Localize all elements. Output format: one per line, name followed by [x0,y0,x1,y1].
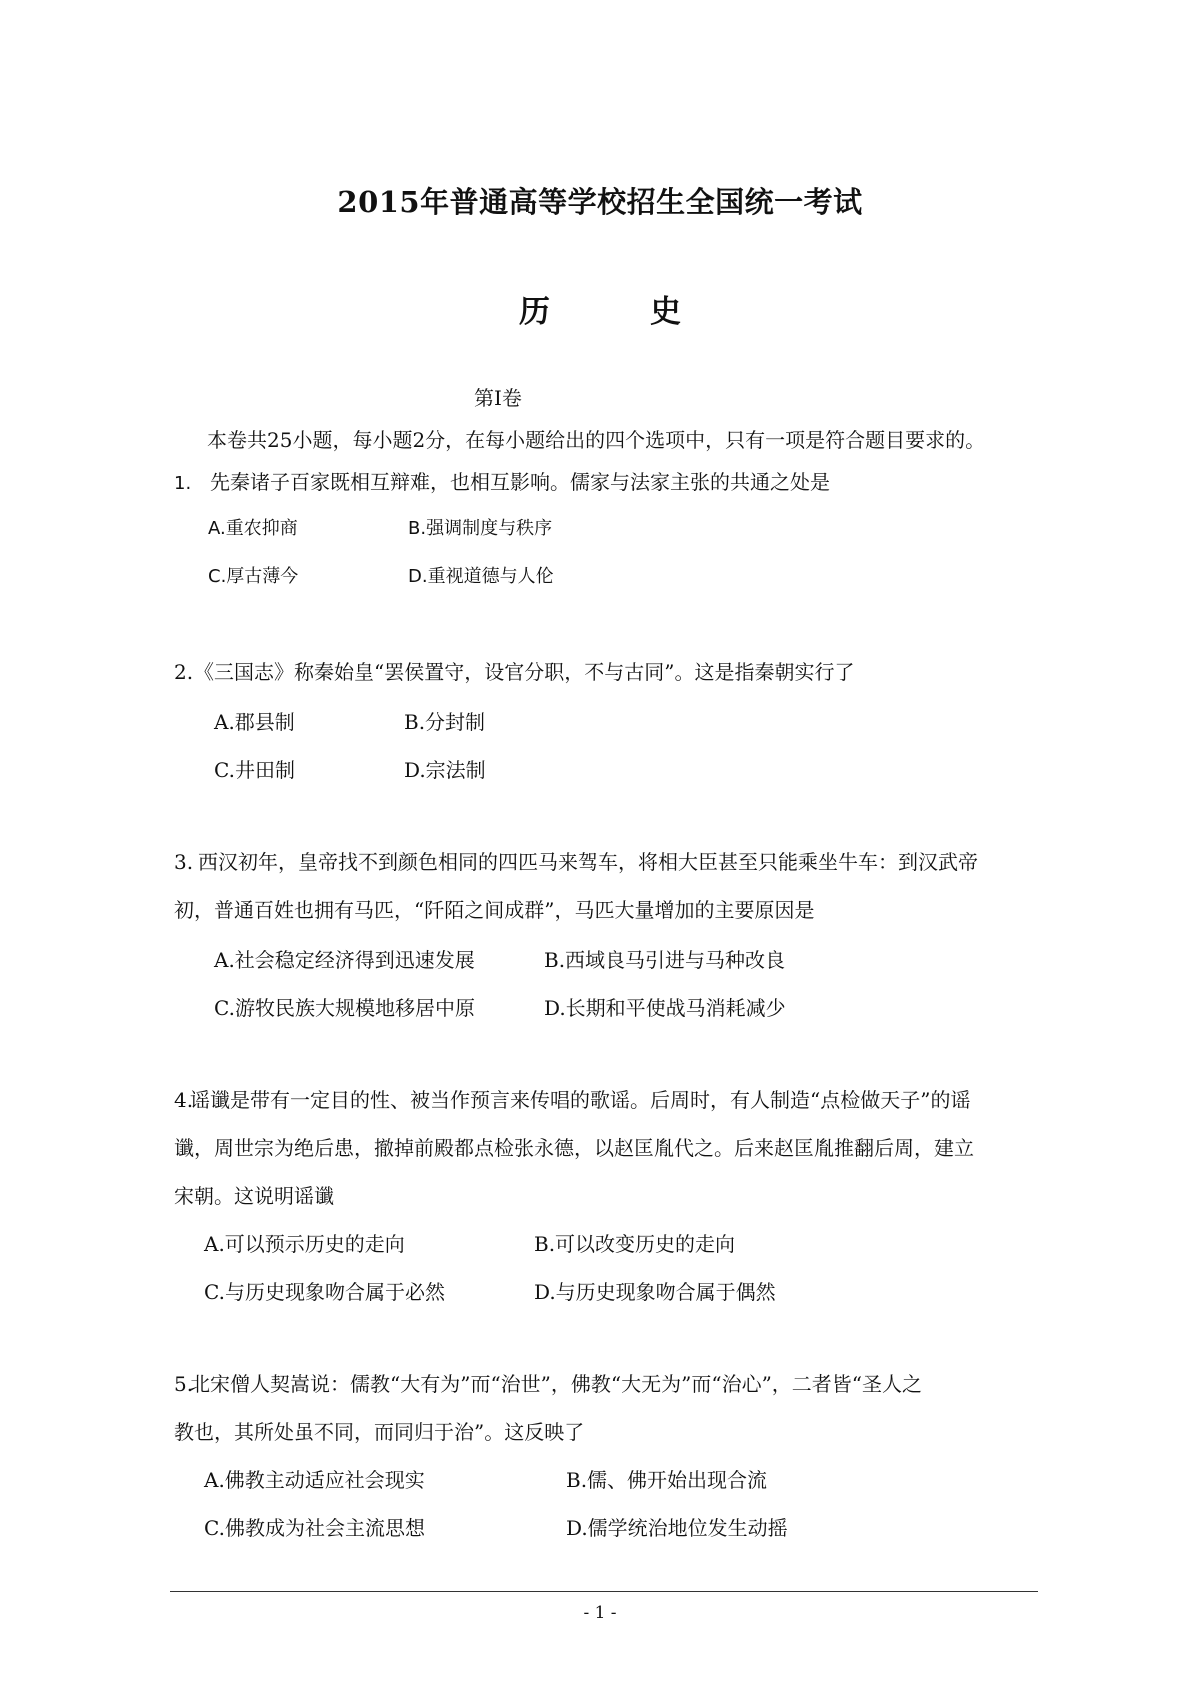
question-number: 2. [174,660,194,684]
option-d: D.重视道德与人伦 [408,566,554,587]
option-d: D.宗法制 [404,758,486,782]
section-label: 第I卷 [474,386,522,410]
question-number: 3. [174,850,194,874]
option-b: B.西域良马引进与马种改良 [544,948,786,972]
option-b: B.可以改变历史的走向 [534,1232,736,1256]
footer-divider [170,1591,1038,1592]
question-stem-line-2: 谶，周世宗为绝后患，撤掉前殿都点检张永德，以赵匡胤代之。后来赵匡胤推翻后周，建立 [174,1136,974,1160]
question-stem: 先秦诸子百家既相互辩难，也相互影响。儒家与法家主张的共通之处是 [210,470,830,494]
option-a: A.可以预示历史的走向 [204,1232,405,1256]
option-d: D.长期和平使战马消耗减少 [544,996,786,1020]
question-stem: 《三国志》称秦始皇“罢侯置守，设官分职，不与古同”。这是指秦朝实行了 [194,660,855,684]
option-c: C.与历史现象吻合属于必然 [204,1280,445,1304]
question-stem-line-1: 西汉初年，皇帝找不到颜色相同的四匹马来驾车，将相大臣甚至只能乘坐牛车：到汉武帝 [198,850,978,874]
option-a: A.佛教主动适应社会现实 [204,1468,425,1492]
exam-title: 2015年普通高等学校招生全国统一考试 [337,185,863,219]
page-number: - 1 - [583,1603,617,1623]
question-number: 5. [174,1372,194,1396]
question-stem-line-1: 北宋僧人契嵩说：儒教“大有为”而“治世”，佛教“大无为”而“治心”，二者皆“圣人之 [190,1372,923,1396]
option-c: C.井田制 [214,758,295,782]
instructions: 本卷共25小题，每小题2分，在每小题给出的四个选项中，只有一项是符合题目要求的。 [207,428,986,452]
option-b: B.儒、佛开始出现合流 [566,1468,768,1492]
option-d: D.儒学统治地位发生动摇 [566,1516,788,1540]
option-a: A.社会稳定经济得到迅速发展 [214,948,475,972]
question-stem-line-2: 初，普通百姓也拥有马匹，“阡陌之间成群”，马匹大量增加的主要原因是 [174,898,815,922]
option-a: A.重农抑商 [208,518,298,539]
subject-char-2: 史 [650,294,681,330]
option-b: B.强调制度与秩序 [408,518,553,539]
question-stem-line-3: 宋朝。这说明谣谶 [174,1184,334,1208]
option-c: C.游牧民族大规模地移居中原 [214,996,475,1020]
question-number: 1. [174,473,192,494]
subject-title [0,286,1200,331]
question-stem-line-2: 教也，其所处虽不同，而同归于治”。这反映了 [174,1420,585,1444]
option-d: D.与历史现象吻合属于偶然 [534,1280,776,1304]
option-b: B.分封制 [404,710,486,734]
question-number: 4. [174,1088,194,1112]
option-c: C.佛教成为社会主流思想 [204,1516,425,1540]
subject-char-1: 历 [519,294,550,330]
option-c: C.厚古薄今 [208,566,299,587]
option-a: A.郡县制 [214,710,295,734]
question-stem-line-1: 谣谶是带有一定目的性、被当作预言来传唱的歌谣。后周时，有人制造“点检做天子”的谣 [190,1088,971,1112]
